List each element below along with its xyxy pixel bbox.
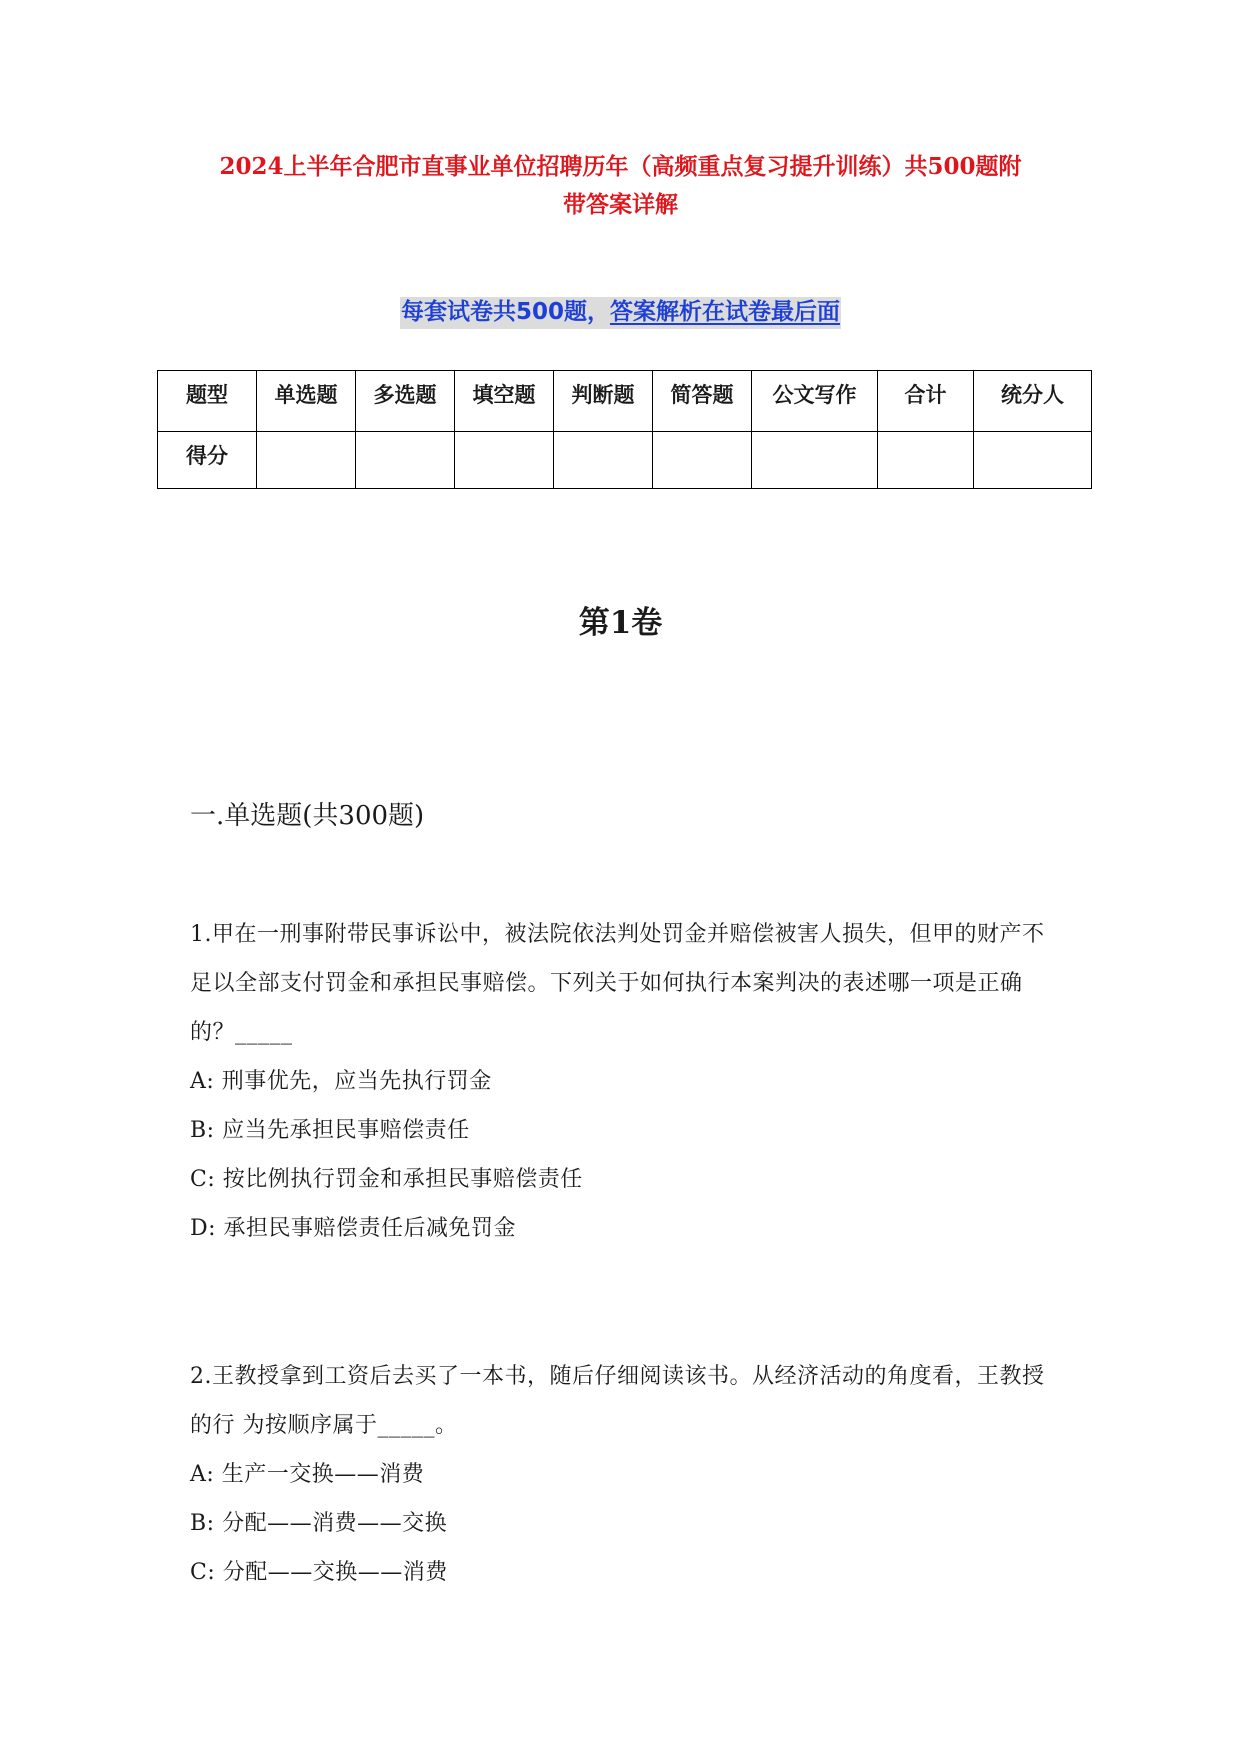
score-table-score-row: [158, 432, 1092, 489]
score-cell: [653, 432, 752, 489]
header-cell-official-writing: 公文写作: [752, 371, 878, 432]
option-a: A: 刑事优先，应当先执行罚金: [190, 1069, 492, 1094]
subtitle-link[interactable]: 答案解析在试卷最后面: [610, 299, 840, 325]
subtitle-text: 每套试卷共500题，: [400, 299, 610, 325]
subtitle: [0, 293, 1241, 326]
score-row-label: 得分: [158, 432, 257, 489]
volume-title: 第1卷: [578, 605, 663, 641]
question-stem: 2.王教授拿到工资后去买了一本书，随后仔细阅读该书。从经济活动的角度看，王教授的行 为按顺序属于_____。: [190, 1364, 1045, 1438]
option-c: C: 按比例执行罚金和承担民事赔偿责任: [190, 1167, 583, 1192]
score-table-header-row: [158, 371, 1092, 432]
header-cell-true-false: 判断题: [554, 371, 653, 432]
score-cell: [554, 432, 653, 489]
score-cell: [356, 432, 455, 489]
option-b: B: 分配——消费——交换: [190, 1511, 448, 1536]
subtitle-highlight: [400, 297, 841, 329]
document-title: [160, 148, 1081, 224]
header-cell-total: 合计: [878, 371, 974, 432]
score-cell: [752, 432, 878, 489]
header-cell-type: 题型: [158, 371, 257, 432]
score-cell: [257, 432, 356, 489]
header-cell-fill-blank: 填空题: [455, 371, 554, 432]
header-cell-scorer: 统分人: [974, 371, 1092, 432]
option-d: D: 承担民事赔偿责任后减免罚金: [190, 1216, 517, 1241]
question-stem: 1.甲在一刑事附带民事诉讼中，被法院依法判处罚金并赔偿被害人损失，但甲的财产不足以全部支付罚金和承担民事赔偿。下列关于如何执行本案判决的表述哪一项是正确的？_____: [190, 922, 1045, 1045]
header-cell-short-answer: 简答题: [653, 371, 752, 432]
option-b: B: 应当先承担民事赔偿责任: [190, 1118, 470, 1143]
score-cell: [878, 432, 974, 489]
question-2: [190, 1352, 1060, 1597]
header-cell-single-choice: 单选题: [257, 371, 356, 432]
option-c: C: 分配——交换——消费: [190, 1560, 448, 1585]
title-line-2: 带答案详解: [563, 191, 678, 218]
title-line-1: 2024上半年合肥市直事业单位招聘历年（高频重点复习提升训练）共500题附: [219, 153, 1022, 180]
header-cell-multi-choice: 多选题: [356, 371, 455, 432]
section-title: 一.单选题(共300题): [190, 801, 425, 831]
score-table: [157, 370, 1092, 489]
score-cell: [455, 432, 554, 489]
option-a: A: 生产一交换——消费: [190, 1462, 425, 1487]
question-1: [190, 910, 1060, 1253]
score-cell: [974, 432, 1092, 489]
